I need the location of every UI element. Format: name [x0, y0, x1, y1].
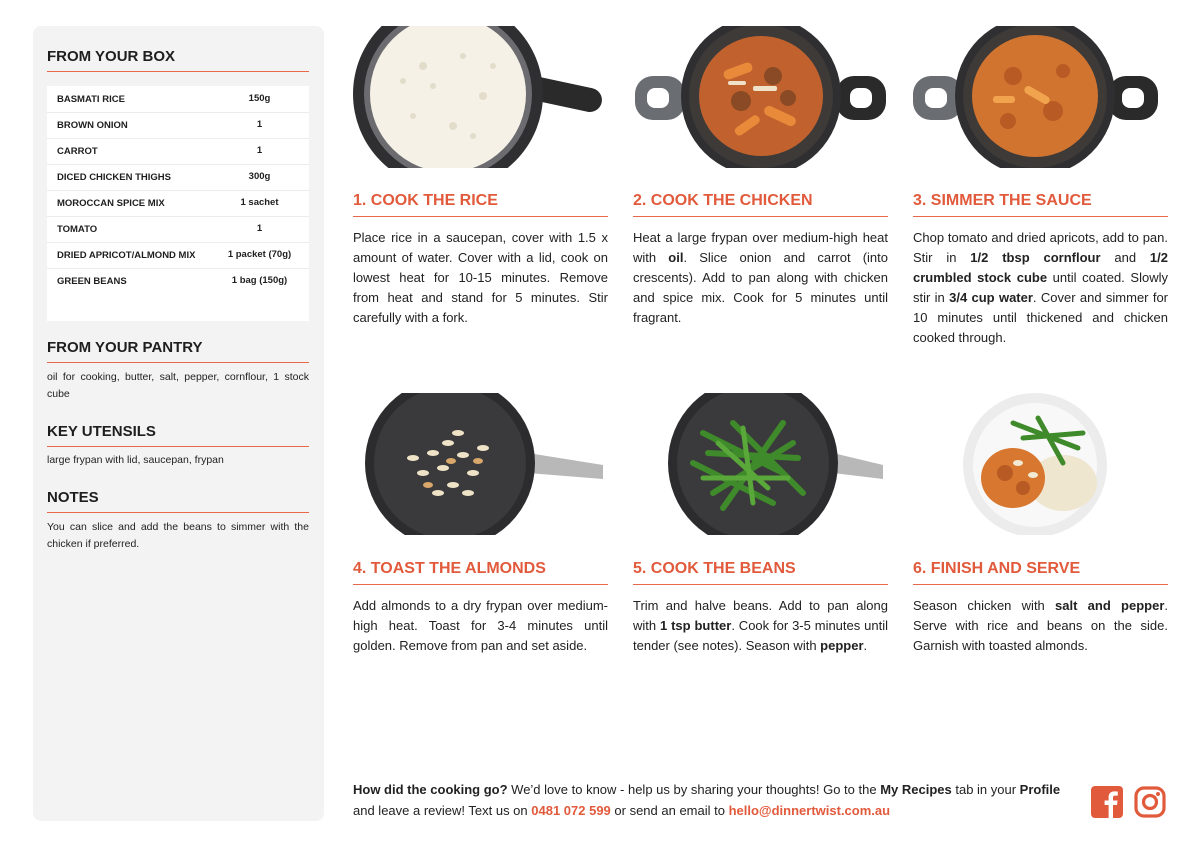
table-row	[47, 216, 309, 243]
ingredient-name: DICED CHICKEN THIGHS	[57, 172, 172, 183]
pantry-text: oil for cooking, butter, salt, pepper, cornflour, 1 stock cube	[47, 371, 309, 400]
ingredient-qty: 1 sachet	[240, 197, 279, 208]
ingredient-name: CARROT	[57, 146, 98, 157]
profile-link[interactable]: Profile	[1019, 782, 1061, 797]
step-1-photo	[353, 26, 608, 168]
email-link[interactable]: hello@dinnertwist.com.au	[728, 803, 891, 818]
feedback-footer: How did the cooking go? We’d love to know - help us by sharing your thoughts! Go to the My Recipes tab in your Profile and leave a review! Text us on 0481 072 599 or send an email to hello@dinnertwist.com.au	[353, 782, 1061, 818]
ingredient-qty: 1 bag (150g)	[231, 275, 288, 286]
table-row	[47, 164, 309, 191]
box-heading: FROM YOUR BOX	[47, 48, 309, 72]
step-1-title: 1. COOK THE RICE	[353, 192, 608, 217]
facebook-icon[interactable]	[1091, 786, 1123, 818]
table-row	[47, 190, 309, 217]
ingredient-qty: 150g	[248, 93, 271, 104]
my-recipes-link[interactable]: My Recipes	[880, 782, 952, 797]
ingredient-qty: 1	[256, 119, 263, 130]
table-row	[47, 86, 309, 113]
ingredient-name: TOMATO	[57, 224, 98, 235]
notes-text: You can slice and add the beans to simmer with the chicken if preferred.	[47, 521, 309, 550]
ingredient-qty: 1	[256, 223, 263, 234]
instagram-icon[interactable]	[1134, 786, 1166, 818]
step-5-title: 5. COOK THE BEANS	[633, 560, 888, 585]
table-row	[47, 112, 309, 139]
utensils-heading: KEY UTENSILS	[47, 423, 309, 447]
step-6-title: 6. FINISH AND SERVE	[913, 560, 1168, 585]
ingredient-name: MOROCCAN SPICE MIX	[57, 198, 165, 209]
ingredient-name: GREEN BEANS	[57, 276, 127, 287]
step-2-title: 2. COOK THE CHICKEN	[633, 192, 888, 217]
step-4-photo	[353, 393, 608, 535]
table-row	[47, 138, 309, 165]
footer-question: How did the cooking go?	[353, 782, 508, 797]
pantry-heading: FROM YOUR PANTRY	[47, 339, 309, 363]
notes-heading: NOTES	[47, 489, 309, 513]
ingredient-qty: 1 packet (70g)	[227, 249, 292, 260]
table-row	[47, 268, 309, 294]
step-6-photo	[913, 393, 1168, 535]
ingredient-qty: 1	[256, 145, 263, 156]
table-row	[47, 242, 309, 269]
utensils-text: large frypan with lid, saucepan, frypan	[47, 454, 224, 466]
ingredient-name: BASMATI RICE	[57, 94, 125, 105]
ingredient-name: DRIED APRICOT/ALMOND MIX	[57, 250, 196, 261]
step-1-text: Place rice in a saucepan, cover with 1.5 x amount of water. Cover with a lid, cook on lowest heat for 10-15 minutes. Remove from heat and stand for 5 minutes. Stir carefully with a fork.	[353, 230, 608, 325]
step-5-photo	[633, 393, 888, 535]
step-3-photo	[913, 26, 1168, 168]
ingredient-name: BROWN ONION	[57, 120, 128, 131]
step-5-text: Trim and halve beans. Add to pan along with 1 tsp butter. Cook for 3-5 minutes until tender (see notes). Season with pepper.	[633, 598, 888, 653]
step-3-text: Chop tomato and dried apricots, add to pan. Stir in 1/2 tbsp cornflour and 1/2 crumbled stock cube until coated. Slowly stir in 3/4 cup water. Cover and simmer for 10 minutes until thickened and chicken cooked through.	[913, 230, 1168, 345]
step-2-text: Heat a large frypan over medium-high heat with oil. Slice onion and carrot (into crescents). Add to pan along with chicken and spice mix. Cook for 5 minutes until fragrant.	[633, 230, 889, 325]
phone-link[interactable]: 0481 072 599	[531, 803, 611, 818]
ingredient-qty: 300g	[248, 171, 271, 182]
step-3-title: 3. SIMMER THE SAUCE	[913, 192, 1168, 217]
box-ingredients-table	[47, 86, 309, 321]
step-4-text: Add almonds to a dry frypan over medium-high heat. Toast for 3-4 minutes until golden. Remove from pan and set aside.	[353, 598, 608, 653]
step-2-photo	[633, 26, 888, 168]
ingredients-sidebar	[33, 26, 324, 821]
step-4-title: 4. TOAST THE ALMONDS	[353, 560, 608, 585]
step-6-text: Season chicken with salt and pepper. Serve with rice and beans on the side. Garnish with toasted almonds.	[913, 598, 1169, 653]
